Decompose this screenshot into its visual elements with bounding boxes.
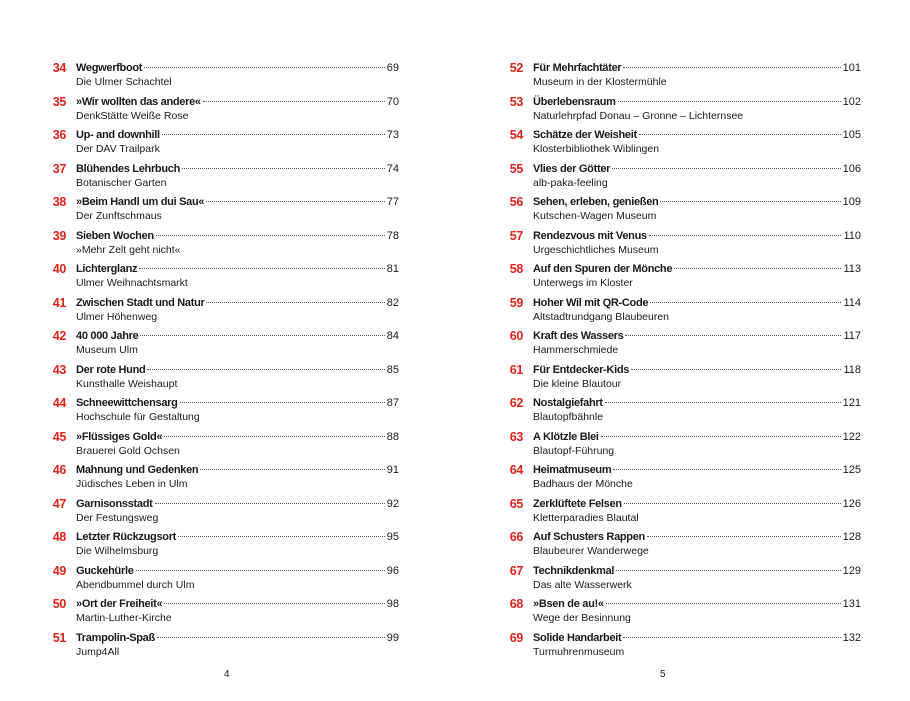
entry-page-number: 84 [386,330,399,342]
entry-subtitle: Museum in der Klostermühle [533,76,667,88]
entry-page-number: 131 [842,598,861,610]
dot-leader [618,101,841,102]
entry-title-line [76,397,399,410]
entry-subtitle: Badhaus der Mönche [533,478,633,490]
dot-leader [180,402,385,403]
entry-number: 36 [52,128,66,142]
toc-entry[interactable] [493,93,861,127]
entry-title-line [76,96,399,109]
entry-number: 66 [509,530,523,544]
entry-subtitle: Hammerschmiede [533,344,619,356]
toc-entry[interactable] [493,394,861,428]
toc-entry[interactable] [36,495,399,529]
entry-number: 64 [509,463,523,477]
entry-number: 67 [509,563,523,578]
entry-title-line [76,297,399,310]
toc-entry[interactable] [36,126,399,160]
toc-entry[interactable] [493,260,861,294]
dot-leader [631,369,841,370]
entry-page-number: 122 [842,430,861,443]
entry-page-number: 96 [386,564,399,577]
entry-number: 60 [509,329,523,343]
entry-title-line [533,598,861,611]
entry-title-line [76,263,399,276]
entry-title-line [533,297,861,310]
toc-entry[interactable] [493,327,861,361]
entry-title: Schneewittchensarg [76,397,178,409]
entry-title-line [76,565,399,578]
toc-entry[interactable] [36,227,399,261]
entry-title-line [533,464,861,477]
entry-title-line [76,62,399,75]
entry-page-number: 125 [842,464,861,476]
entry-title: Zwischen Stadt und Natur [76,296,205,309]
toc-entry[interactable] [493,595,861,629]
entry-number: 48 [52,530,66,544]
entry-page-number: 92 [386,497,399,510]
entry-title-line [533,163,861,176]
dot-leader [164,436,384,437]
entry-subtitle: Naturlehrpfad Donau – Gronne – Lichternsee [533,109,744,122]
dot-leader [139,268,385,269]
dot-leader [623,67,840,68]
dot-leader [624,503,841,504]
entry-number: 39 [52,228,66,243]
toc-entry[interactable] [36,193,399,227]
entry-title-line [533,62,861,75]
entry-page-number: 95 [386,531,399,543]
entry-title-line [76,163,399,176]
toc-entry[interactable] [493,294,861,328]
dot-leader [639,134,841,135]
entry-number: 65 [509,496,523,511]
dot-leader [144,67,385,68]
dot-leader [660,201,840,202]
entry-title: Sehen, erleben, genießen [533,196,659,208]
entry-title-line [533,96,861,109]
entry-page-number: 74 [386,162,399,175]
entry-number: 53 [509,94,523,109]
entry-number: 57 [509,228,523,243]
entry-title-line [533,632,861,645]
toc-list-left [36,59,399,662]
entry-title-line [533,364,861,377]
entry-title: Kraft des Wassers [533,330,624,342]
entry-page-number: 129 [842,564,861,577]
entry-title-line [76,196,399,209]
entry-page-number: 121 [842,397,861,409]
toc-entry[interactable] [493,495,861,529]
entry-subtitle: Kletterparadies Blautal [533,511,639,524]
dot-leader [206,201,385,202]
dot-leader [164,603,384,604]
entry-title: Guckehürle [76,564,134,577]
entry-title: »Wir wollten das andere« [76,95,201,108]
entry-number: 61 [509,362,523,377]
entry-subtitle: Ulmer Weihnachtsmarkt [76,277,188,289]
toc-entry[interactable] [493,629,861,663]
entry-subtitle: Kutschen-Wagen Museum [533,210,657,222]
entry-title-line [76,632,399,645]
entry-number: 59 [509,295,523,310]
dot-leader [623,637,840,638]
dot-leader [136,570,385,571]
entry-number: 63 [509,429,523,444]
entry-subtitle: Der Zunftschmaus [76,210,162,222]
entry-subtitle: Martin-Luther-Kirche [76,612,172,624]
toc-entry[interactable] [36,361,399,395]
entry-page-number: 70 [386,95,399,108]
toc-list-right [493,59,861,662]
entry-number: 46 [52,463,66,477]
entry-title-line [76,531,399,544]
entry-subtitle: Klosterbibliothek Wiblingen [533,143,660,155]
entry-number: 50 [52,597,66,611]
entry-page-number: 88 [386,430,399,443]
entry-title-line [533,397,861,410]
toc-entry[interactable] [36,428,399,462]
entry-title-line [76,598,399,611]
entry-title: Mahnung und Gedenken [76,464,199,476]
toc-entry[interactable] [493,193,861,227]
dot-leader [147,369,384,370]
entry-title: Up- and downhill [76,129,160,141]
entry-subtitle: »Mehr Zelt geht nicht« [76,243,181,256]
dot-leader [674,268,841,269]
entry-title: »Flüssiges Gold« [76,430,163,443]
entry-number: 49 [52,563,66,578]
entry-subtitle: Die Wilhelmsburg [76,545,159,557]
entry-title-line [533,531,861,544]
entry-subtitle: Altstadtrundgang Blaubeuren [533,310,670,323]
entry-subtitle: Ulmer Höhenweg [76,310,158,323]
page-number-right: 5 [660,669,666,680]
dot-leader [601,436,841,437]
entry-title-line [76,498,399,511]
dot-leader [606,603,841,604]
entry-title: »Ort der Freiheit« [76,598,163,610]
entry-page-number: 109 [842,196,861,208]
right-page [455,0,910,701]
entry-title-line [533,196,861,209]
entry-title-line [533,431,861,444]
page-number-left: 4 [224,669,230,680]
dot-leader [612,168,841,169]
entry-title: Für Entdecker-Kids [533,363,630,376]
entry-page-number: 113 [843,263,861,275]
entry-title-line [76,464,399,477]
dot-leader [162,134,385,135]
entry-subtitle: Die kleine Blautour [533,377,622,390]
entry-title: Trampolin-Spaß [76,631,155,644]
dot-leader [157,637,385,638]
entry-page-number: 87 [386,397,399,409]
entry-title: Für Mehrfachtäter [533,62,622,74]
entry-title-line [533,330,861,343]
entry-subtitle: Der Festungsweg [76,511,159,524]
toc-entry[interactable] [36,260,399,294]
entry-title: »Bsen de au!« [533,598,604,610]
entry-subtitle: Kunsthalle Weishaupt [76,377,178,390]
entry-subtitle: Abendbummel durch Ulm [76,578,195,591]
entry-title: Rendezvous mit Venus [533,229,647,242]
entry-number: 45 [52,429,66,444]
entry-number: 69 [509,630,523,645]
entry-subtitle: alb-paka-feeling [533,176,608,189]
entry-subtitle: Das alte Wasserwerk [533,578,632,591]
entry-subtitle: Botanischer Garten [76,176,167,189]
entry-number: 41 [52,295,66,310]
toc-entry[interactable] [36,629,399,663]
entry-title: Vlies der Götter [533,162,611,175]
toc-entry[interactable] [493,361,861,395]
entry-title: Der rote Hund [76,363,146,376]
entry-title-line [76,364,399,377]
toc-entry[interactable] [36,294,399,328]
dot-leader [200,469,384,470]
dot-leader [178,536,385,537]
entry-subtitle: Blautopfbähnle [533,411,604,423]
entry-number: 52 [509,61,523,75]
entry-page-number: 98 [386,598,399,610]
entry-number: 37 [52,161,66,176]
entry-page-number: 69 [386,62,399,74]
toc-entry[interactable] [36,528,399,562]
entry-number: 51 [52,630,66,645]
toc-entry[interactable] [493,160,861,194]
entry-title: 40 000 Jahre [76,330,139,342]
entry-number: 38 [52,195,66,209]
entry-number: 56 [509,195,523,209]
entry-page-number: 106 [842,162,861,175]
entry-title: Sieben Wochen [76,229,154,242]
entry-subtitle: DenkStätte Weiße Rose [76,109,189,122]
entry-subtitle: Hochschule für Gestaltung [76,411,200,423]
entry-subtitle: Urgeschichtliches Museum [533,243,659,256]
toc-entry[interactable] [36,461,399,495]
entry-page-number: 77 [386,196,399,208]
toc-entry[interactable] [36,327,399,361]
toc-entry[interactable] [493,461,861,495]
entry-title-line [76,129,399,142]
entry-title: Technikdenkmal [533,564,615,577]
entry-page-number: 81 [386,263,399,275]
entry-subtitle: Blautopf-Führung [533,444,615,457]
entry-title: Blühendes Lehrbuch [76,162,180,175]
entry-page-number: 91 [386,464,399,476]
toc-entry[interactable] [36,160,399,194]
entry-number: 43 [52,362,66,377]
entry-number: 58 [509,262,523,276]
dot-leader [203,101,385,102]
entry-title: Auf den Spuren der Mönche [533,263,673,275]
toc-entry[interactable] [36,595,399,629]
toc-entry[interactable] [493,126,861,160]
entry-page-number: 114 [843,296,861,309]
entry-title-line [533,565,861,578]
entry-title-line [76,230,399,243]
toc-entry[interactable] [493,528,861,562]
entry-title: »Beim Handl um dui Sau« [76,196,205,208]
dot-leader [182,168,385,169]
entry-page-number: 82 [386,296,399,309]
entry-number: 55 [509,161,523,176]
entry-number: 62 [509,396,523,410]
entry-title: Solide Handarbeit [533,631,622,644]
toc-entry[interactable] [493,227,861,261]
entry-page-number: 105 [842,129,861,141]
entry-number: 68 [509,597,523,611]
entry-subtitle: Turmuhrenmuseum [533,645,625,658]
entry-title: Lichterglanz [76,263,138,275]
toc-entry[interactable] [493,59,861,93]
entry-subtitle: Blaubeurer Wanderwege [533,545,649,557]
entry-subtitle: Wege der Besinnung [533,612,631,624]
entry-page-number: 126 [842,497,861,510]
dot-leader [616,570,840,571]
entry-subtitle: Der DAV Trailpark [76,143,160,155]
entry-number: 44 [52,396,66,410]
entry-subtitle: Jüdisches Leben in Ulm [76,478,188,490]
entry-title: Zerklüftete Felsen [533,497,622,510]
entry-number: 42 [52,329,66,343]
entry-title-line [76,330,399,343]
entry-title: Garnisonsstadt [76,497,153,510]
entry-page-number: 73 [386,129,399,141]
entry-number: 34 [52,61,66,75]
dot-leader [625,335,841,336]
entry-page-number: 110 [843,229,861,242]
entry-page-number: 78 [386,229,399,242]
entry-title: A Klötzle Blei [533,430,599,443]
dot-leader [613,469,840,470]
entry-page-number: 85 [386,363,399,376]
entry-page-number: 101 [842,62,861,74]
entry-title-line [533,230,861,243]
entry-title: Nostalgiefahrt [533,397,603,409]
entry-subtitle: Brauerei Gold Ochsen [76,444,180,457]
entry-subtitle: Jump4All [76,645,120,658]
entry-title: Auf Schusters Rappen [533,531,645,543]
entry-subtitle: Unterwegs im Kloster [533,277,633,289]
entry-title: Letzter Rückzugsort [76,531,177,543]
entry-title: Überlebensraum [533,95,616,108]
entry-title: Hoher Wil mit QR-Code [533,296,649,309]
toc-entry[interactable] [36,93,399,127]
entry-title-line [76,431,399,444]
entry-page-number: 102 [842,95,861,108]
entry-title: Wegwerfboot [76,62,143,74]
entry-number: 35 [52,94,66,109]
entry-title-line [533,498,861,511]
dot-leader [140,335,384,336]
entry-page-number: 118 [843,363,861,376]
entry-number: 47 [52,496,66,511]
toc-entry[interactable] [36,394,399,428]
toc-entry[interactable] [36,59,399,93]
dot-leader [156,235,385,236]
entry-page-number: 99 [386,631,399,644]
dot-leader [649,235,842,236]
entry-title: Schätze der Weisheit [533,129,637,141]
toc-entry[interactable] [493,562,861,596]
toc-entry[interactable] [36,562,399,596]
dot-leader [605,402,841,403]
entry-title: Heimatmuseum [533,464,612,476]
entry-subtitle: Museum Ulm [76,344,138,356]
entry-number: 40 [52,262,66,276]
entry-subtitle: Die Ulmer Schachtel [76,76,172,88]
dot-leader [650,302,841,303]
toc-entry[interactable] [493,428,861,462]
entry-page-number: 132 [842,631,861,644]
entry-number: 54 [509,128,523,142]
entry-title-line [533,263,861,276]
entry-title-line [533,129,861,142]
entry-page-number: 117 [843,330,861,342]
entry-page-number: 128 [842,531,861,543]
dot-leader [206,302,384,303]
dot-leader [647,536,841,537]
dot-leader [155,503,385,504]
